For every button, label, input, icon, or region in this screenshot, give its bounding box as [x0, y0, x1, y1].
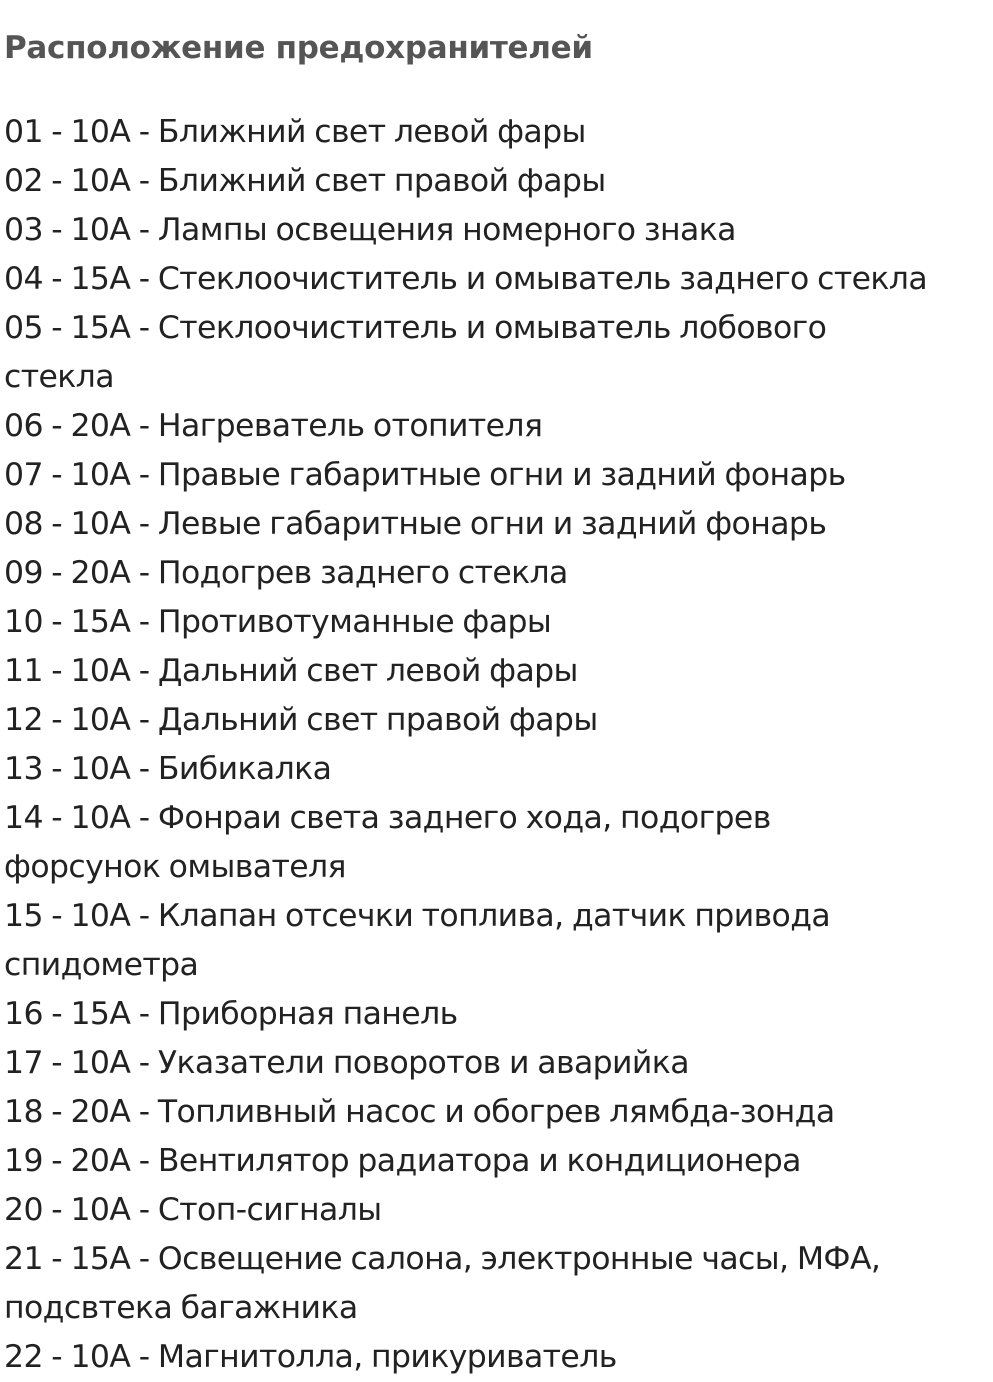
fuse-list-item: [4, 451, 989, 500]
fuse-list-item: [4, 402, 989, 451]
fuse-list-item: [4, 892, 989, 990]
fuse-text: 13 - 10А - Бибикалка: [4, 751, 332, 787]
fuse-text: 17 - 10А - Указатели поворотов и аварийка: [4, 1045, 689, 1081]
fuse-list-item: [4, 696, 989, 745]
fuse-text: 18 - 20А - Топливный насос и обогрев лямбда-зонда: [4, 1094, 835, 1130]
fuse-list-item: [4, 647, 989, 696]
fuse-list-item: [4, 1088, 989, 1137]
fuse-list-item: [4, 1186, 989, 1235]
fuse-text-continuation: подсвтека багажника: [4, 1290, 358, 1326]
fuse-text: 15 - 10А - Клапан отсечки топлива, датчик привода: [4, 898, 831, 934]
fuse-text: 07 - 10А - Правые габаритные огни и задний фонарь: [4, 457, 846, 493]
fuse-text: 06 - 20А - Нагреватель отопителя: [4, 408, 543, 444]
fuse-text: 21 - 15А - Освещение салона, электронные часы, МФА,: [4, 1241, 881, 1277]
fuse-list: [4, 108, 989, 1382]
fuse-list-item: [4, 745, 989, 794]
fuse-text: 10 - 15А - Противотуманные фары: [4, 604, 552, 640]
fuse-list-item: [4, 108, 989, 157]
fuse-text: 16 - 15А - Приборная панель: [4, 996, 458, 1032]
fuse-list-item: [4, 255, 989, 304]
fuse-text: 19 - 20А - Вентилятор радиатора и кондиционера: [4, 1143, 801, 1179]
fuse-text: 05 - 15А - Стеклоочиститель и омыватель лобового: [4, 310, 827, 346]
fuse-text: 14 - 10А - Фонраи света заднего хода, подогрев: [4, 800, 771, 836]
fuse-text: 09 - 20А - Подогрев заднего стекла: [4, 555, 568, 591]
fuse-text: 08 - 10А - Левые габаритные огни и задний фонарь: [4, 506, 827, 542]
fuse-list-item: [4, 1333, 989, 1382]
fuse-text: 12 - 10А - Дальний свет правой фары: [4, 702, 598, 738]
fuse-list-item: [4, 1039, 989, 1088]
fuse-text: 11 - 10А - Дальний свет левой фары: [4, 653, 578, 689]
fuse-text-continuation: форсунок омывателя: [4, 849, 346, 885]
fuse-text-continuation: стекла: [4, 359, 114, 395]
fuse-text: 22 - 10А - Магнитолла, прикуриватель: [4, 1339, 617, 1375]
fuse-list-item: [4, 549, 989, 598]
fuse-list-item: [4, 1235, 989, 1333]
fuse-text: 01 - 10А - Ближний свет левой фары: [4, 114, 586, 150]
fuse-text: 03 - 10А - Лампы освещения номерного знака: [4, 212, 736, 248]
fuse-list-item: [4, 500, 989, 549]
fuse-list-item: [4, 794, 989, 892]
fuse-list-item: [4, 598, 989, 647]
page-title: Расположение предохранителей: [4, 30, 593, 66]
fuse-list-item: [4, 304, 989, 402]
fuse-text: 02 - 10А - Ближний свет правой фары: [4, 163, 606, 199]
fuse-text-continuation: спидометра: [4, 947, 199, 983]
fuse-text: 04 - 15А - Стеклоочиститель и омыватель заднего стекла: [4, 261, 928, 297]
document-page: [4, 0, 989, 1382]
fuse-list-item: [4, 157, 989, 206]
fuse-list-item: [4, 1137, 989, 1186]
fuse-list-item: [4, 206, 989, 255]
fuse-list-item: [4, 990, 989, 1039]
fuse-text: 20 - 10А - Стоп-сигналы: [4, 1192, 382, 1228]
